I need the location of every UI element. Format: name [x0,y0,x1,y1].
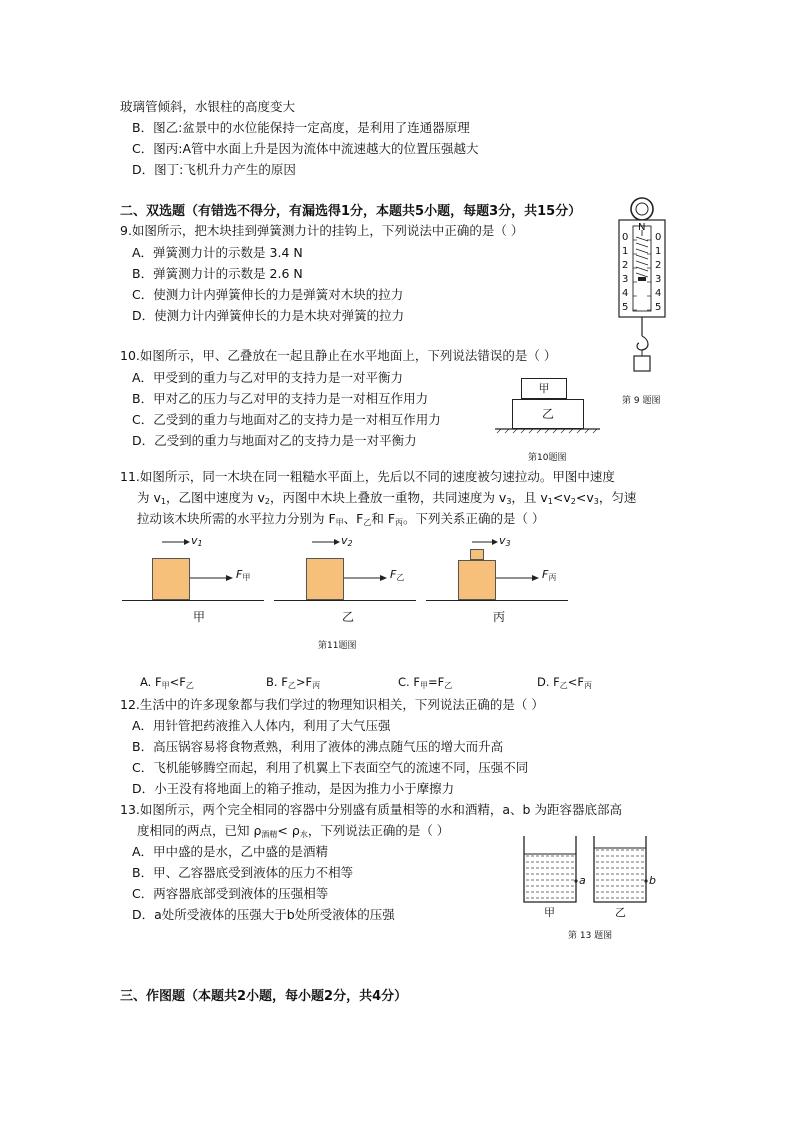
scale-left-tick-3: 3 [622,274,629,285]
q12-option-c: C．飞机能够腾空而起，利用了机翼上下表面空气的流速不同，压强不同 [132,760,529,775]
scale-right-tick-1: 1 [655,246,662,257]
q11-figure-jia [122,535,264,625]
q11-option-a: A. $F_甲<F_乙$ [140,675,194,690]
section-three-heading: 三、作图题（本题共2小题，每小题2分，共4分） [120,989,408,1004]
q10-option-c: C．乙受到的重力与地面对乙的支持力是一对相互作用力 [132,412,441,427]
q13-option-a: A．甲中盛的是水，乙中盛的是酒精 [132,844,329,859]
scale-left-tick-2: 2 [622,260,629,271]
q9-figure-caption: 第 9 题图 [622,396,661,406]
q12-option-b: B．高压锅容易将食物煮熟，利用了液体的沸点随气压的增大而升高 [132,739,504,754]
velocity-label-yi: $v_2$ [341,534,353,548]
q9-option-c: C．使测力计内弹簧伸长的力是弹簧对木块的拉力 [132,287,404,302]
scale-right-tick-5: 5 [655,302,662,313]
block-jia: 甲 [521,378,567,399]
figure-label-jia: 甲 [193,610,206,624]
scale-right-tick-0: 0 [655,232,662,243]
q12-option-a: A．用针管把药液推入人体内，利用了大气压强 [132,718,391,733]
scale-left-tick-0: 0 [622,232,629,243]
q12-stem: 12.生活中的许多现象都与我们学过的物理知识相关，下列说法正确的是（ ） [120,697,544,712]
q13-option-d: D．a处所受液体的压强大于b处所受液体的压强 [132,907,395,922]
scale-left-tick-1: 1 [622,246,629,257]
containers-drawing [518,834,660,924]
q9-stem: 9.如图所示，把木块挂到弹簧测力计的挂钩上，下列说法中正确的是（ ） [120,223,524,238]
point-b-label: b [649,874,656,887]
q13-figure-caption: 第 13 题图 [568,931,613,941]
velocity-label-bing: $v_3$ [499,534,511,548]
q10-option-a: A．甲受到的重力与乙对甲的支持力是一对平衡力 [132,370,404,385]
q9-option-a: A．弹簧测力计的示数是 3.4 N [132,245,303,260]
q11-stem-line1: 11.如图所示，同一木块在同一粗糙水平面上，先后以不同的速度被匀速拉动。甲图中速度 [120,469,615,484]
block-yi: 乙 [512,399,584,429]
point-a-label: a [579,874,586,887]
floor-yi [274,600,416,601]
figure-label-yi: 乙 [342,610,355,624]
q10-option-b: B．甲对乙的压力与乙对甲的支持力是一对相互作用力 [132,391,429,406]
q11-figure-yi [274,535,416,625]
force-label-yi: $F_乙$ [390,568,405,582]
q8-option-b: B．图乙:盆景中的水位能保持一定高度，是利用了连通器原理 [132,120,470,135]
q12-option-d: D．小王没有将地面上的箱子推动，是因为推力小于摩擦力 [132,781,455,796]
q11-figure-caption: 第11题图 [318,641,357,651]
q8-option-d: D．图丁:飞机升力产生的原因 [132,162,296,177]
floor-bing [426,600,568,601]
q13-stem-line1: 13.如图所示，两个完全相同的容器中分别盛有质量相等的水和酒精，a、b 为距容器底部高 [120,802,622,817]
force-label-jia: $F_甲$ [236,568,251,582]
scale-right-tick-3: 3 [655,274,662,285]
spring-scale-unit: N [638,222,646,233]
q11-stem-line2: 为 $v_1$，乙图中速度为 $v_2$，丙图中木块上叠放一重物，共同速度为 $v_3$，且 $v_1<v_2<v_3$，匀速 [137,490,637,506]
q9-option-b: B．弹簧测力计的示数是 2.6 N [132,266,303,281]
q10-stem: 10.如图所示，甲、乙叠放在一起且静止在水平地面上，下列说法错误的是（ ） [120,348,557,363]
q11-option-d: D. $F_乙<F_丙$ [537,675,593,690]
q11-stem-line3: 拉动该木块所需的水平拉力分别为 $F_甲$、$F_乙$和 $F_丙$。下列关系正确的是（ ） [137,511,545,527]
containers-figure [518,834,660,924]
q8-continuation-text: 玻璃管倾斜，水银柱的高度变大 [120,99,296,114]
stacked-blocks-figure [495,377,600,437]
q8-option-c: C．图丙:A管中水面上升是因为流体中流速越大的位置压强越大 [132,141,479,156]
scale-right-tick-2: 2 [655,260,662,271]
spring-scale-figure [612,196,672,391]
force-label-bing: $F_丙$ [542,568,557,582]
q10-figure-caption: 第10题图 [528,453,567,463]
q13-stem-line2: 度相同的两点，已知 $\rho_{酒精}< \rho_水$，下列说法正确的是（ ） [137,823,450,839]
container-yi-label: 乙 [615,906,626,919]
q11-option-c: C. $F_甲=F_乙$ [398,675,453,690]
scale-right-tick-4: 4 [655,288,662,299]
scale-left-tick-5: 5 [622,302,629,313]
q13-option-b: B．甲、乙容器底受到液体的压力不相等 [132,865,354,880]
scale-left-tick-4: 4 [622,288,629,299]
q13-option-c: C．两容器底部受到液体的压强相等 [132,886,329,901]
ground-hatch [495,377,600,437]
floor-jia [122,600,264,601]
q11-figure-bing [426,535,568,625]
q11-option-b: B. $F_乙>F_丙$ [266,675,321,690]
container-jia-label: 甲 [544,906,555,919]
section-two-heading: 二、双选题（有错选不得分，有漏选得1分，本题共5小题，每题3分，共15分） [120,204,582,219]
figure-label-bing: 丙 [493,610,506,624]
q10-option-d: D．乙受到的重力与地面对乙的支持力是一对平衡力 [132,433,417,448]
q9-option-d: D．使测力计内弹簧伸长的力是木块对弹簧的拉力 [132,308,405,323]
velocity-label-jia: $v_1$ [191,534,203,548]
